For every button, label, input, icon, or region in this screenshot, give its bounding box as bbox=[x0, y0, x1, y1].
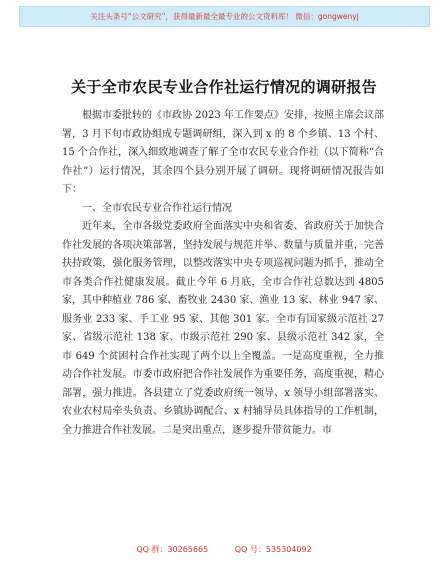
section-heading: 一、全市农民专业合作社运行情况 bbox=[82, 202, 232, 214]
footer-qq-number: QQ 号：535304092 bbox=[234, 545, 312, 554]
section-paragraph: 近年来，全市各级党委政府全面落实中央和省委、省政府关于加快合作社发展的各项决策部署，坚持发展与规范并举、数量与质量并重，完善扶持政策，强化服务管理，以整改落实中央专项巡视问题为抓手，推动全市各类合作社健康发展。截止今年 6 月底，全市合作社总数达到 4805 家，其中种植业 786 家、畜牧业 2430 家、渔业 13 家、林业 947 家、服务业 233 家、手工业 95 家、其他 301 家。全市有国家级示范社 27 家、省级示范社 138 家、市级示范社 290 家、县级示范社 342 家，全市 649 个贫困村合作社实现了两个以上全覆盖。一是高度重视，全力推动合作社发展。市委市政府把合作社发展作为重要任务，高度重视，精心部署，强力推进。各县建立了党委政府统一领导、x 领导小组部署落实、农业农村局牵头负责、乡镇协调配合、x 村辅导员具体指导的工作机制，全力推进合作社发展。二是突出重点，逐步提升带贫能力。市 bbox=[62, 221, 384, 436]
document-body bbox=[62, 107, 384, 440]
footer bbox=[0, 544, 448, 555]
document-title: 关于全市农民专业合作社运行情况的调研报告 bbox=[70, 78, 377, 96]
top-banner: 关注头条号“公文研究”，获得最新最全最专业的公文资料库！ 微信：gongwenyj bbox=[19, 6, 430, 27]
intro-paragraph: 根据市委批转的《市政协 2023 年工作要点》安排，按照主席会议部署，3 月下旬市政协组成专题调研组，深入到 x 的 8 个乡镇、13 个村、15 个合作社，深入细致地调查了解了全市农民专业合作社（以下简称“合作社”）运行情况，其余四个县分别开展了调研。现将调研情况报告如下： bbox=[62, 110, 384, 195]
footer-qq-group: QQ 群：30265665 bbox=[136, 545, 209, 554]
